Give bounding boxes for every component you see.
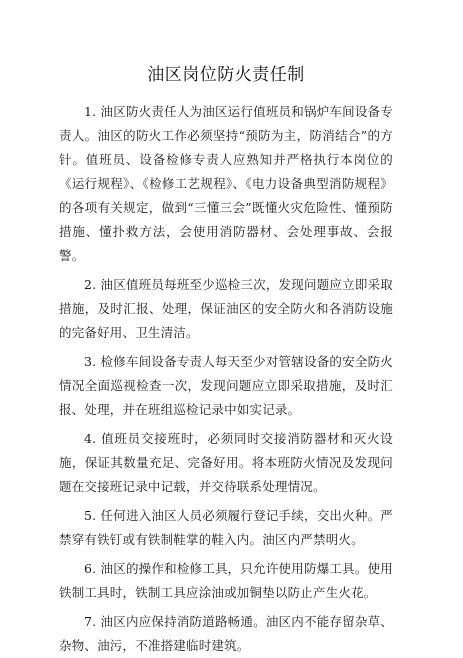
paragraph-6: 6. 油区的操作和检修工具，只允许使用防爆工具。使用铁制工具时，铁制工具应涂油或加铜垫以防止产生火花。 xyxy=(59,561,393,600)
document-body xyxy=(59,100,393,658)
paragraph-2: 2. 油区值班员每班至少巡检三次，发现问题应立即采取措施，及时汇报、处理，保证油区的安全防火和各消防设施的完备好用、卫生清洁。 xyxy=(59,277,393,340)
document-title: 油区岗位防火责任制 xyxy=(147,65,305,85)
paragraph-3: 3. 检修车间设备专责人每天至少对管辖设备的安全防火情况全面巡视检查一次，发现问题应立即采取措施，及时汇报、处理，并在班组巡检记录中如实记录。 xyxy=(59,354,393,417)
paragraph-5: 5. 任何进入油区人员必须履行登记手续，交出火种。严禁穿有铁钉或有铁制鞋掌的鞋入内。油区内严禁明火。 xyxy=(59,508,393,547)
paragraph-7: 7. 油区内应保持消防道路畅通。油区内不能存留杂草、杂物、油污，不准搭建临时建筑。 xyxy=(59,614,393,653)
paragraph-1: 1. 油区防火责任人为油区运行值班员和锅炉车间设备专责人。油区的防火工作必须坚持“预防为主，防消结合”的方针。值班员、设备检修专责人应熟知并严格执行本岗位的《运行规程》、《检修工艺规程》、《电力设备典型消防规程》的各项有关规定，做到“三懂三会”既懂火灾危险性、懂预防措施、懂扑救方法，会使用消防器材、会处理事故、会报警。 xyxy=(59,104,393,263)
paragraph-4: 4. 值班员交接班时，必须同时交接消防器材和灭火设施，保证其数量充足、完备好用。将本班防火情况及发现问题在交接班记录中记载，并交待联系处理情况。 xyxy=(59,431,393,494)
